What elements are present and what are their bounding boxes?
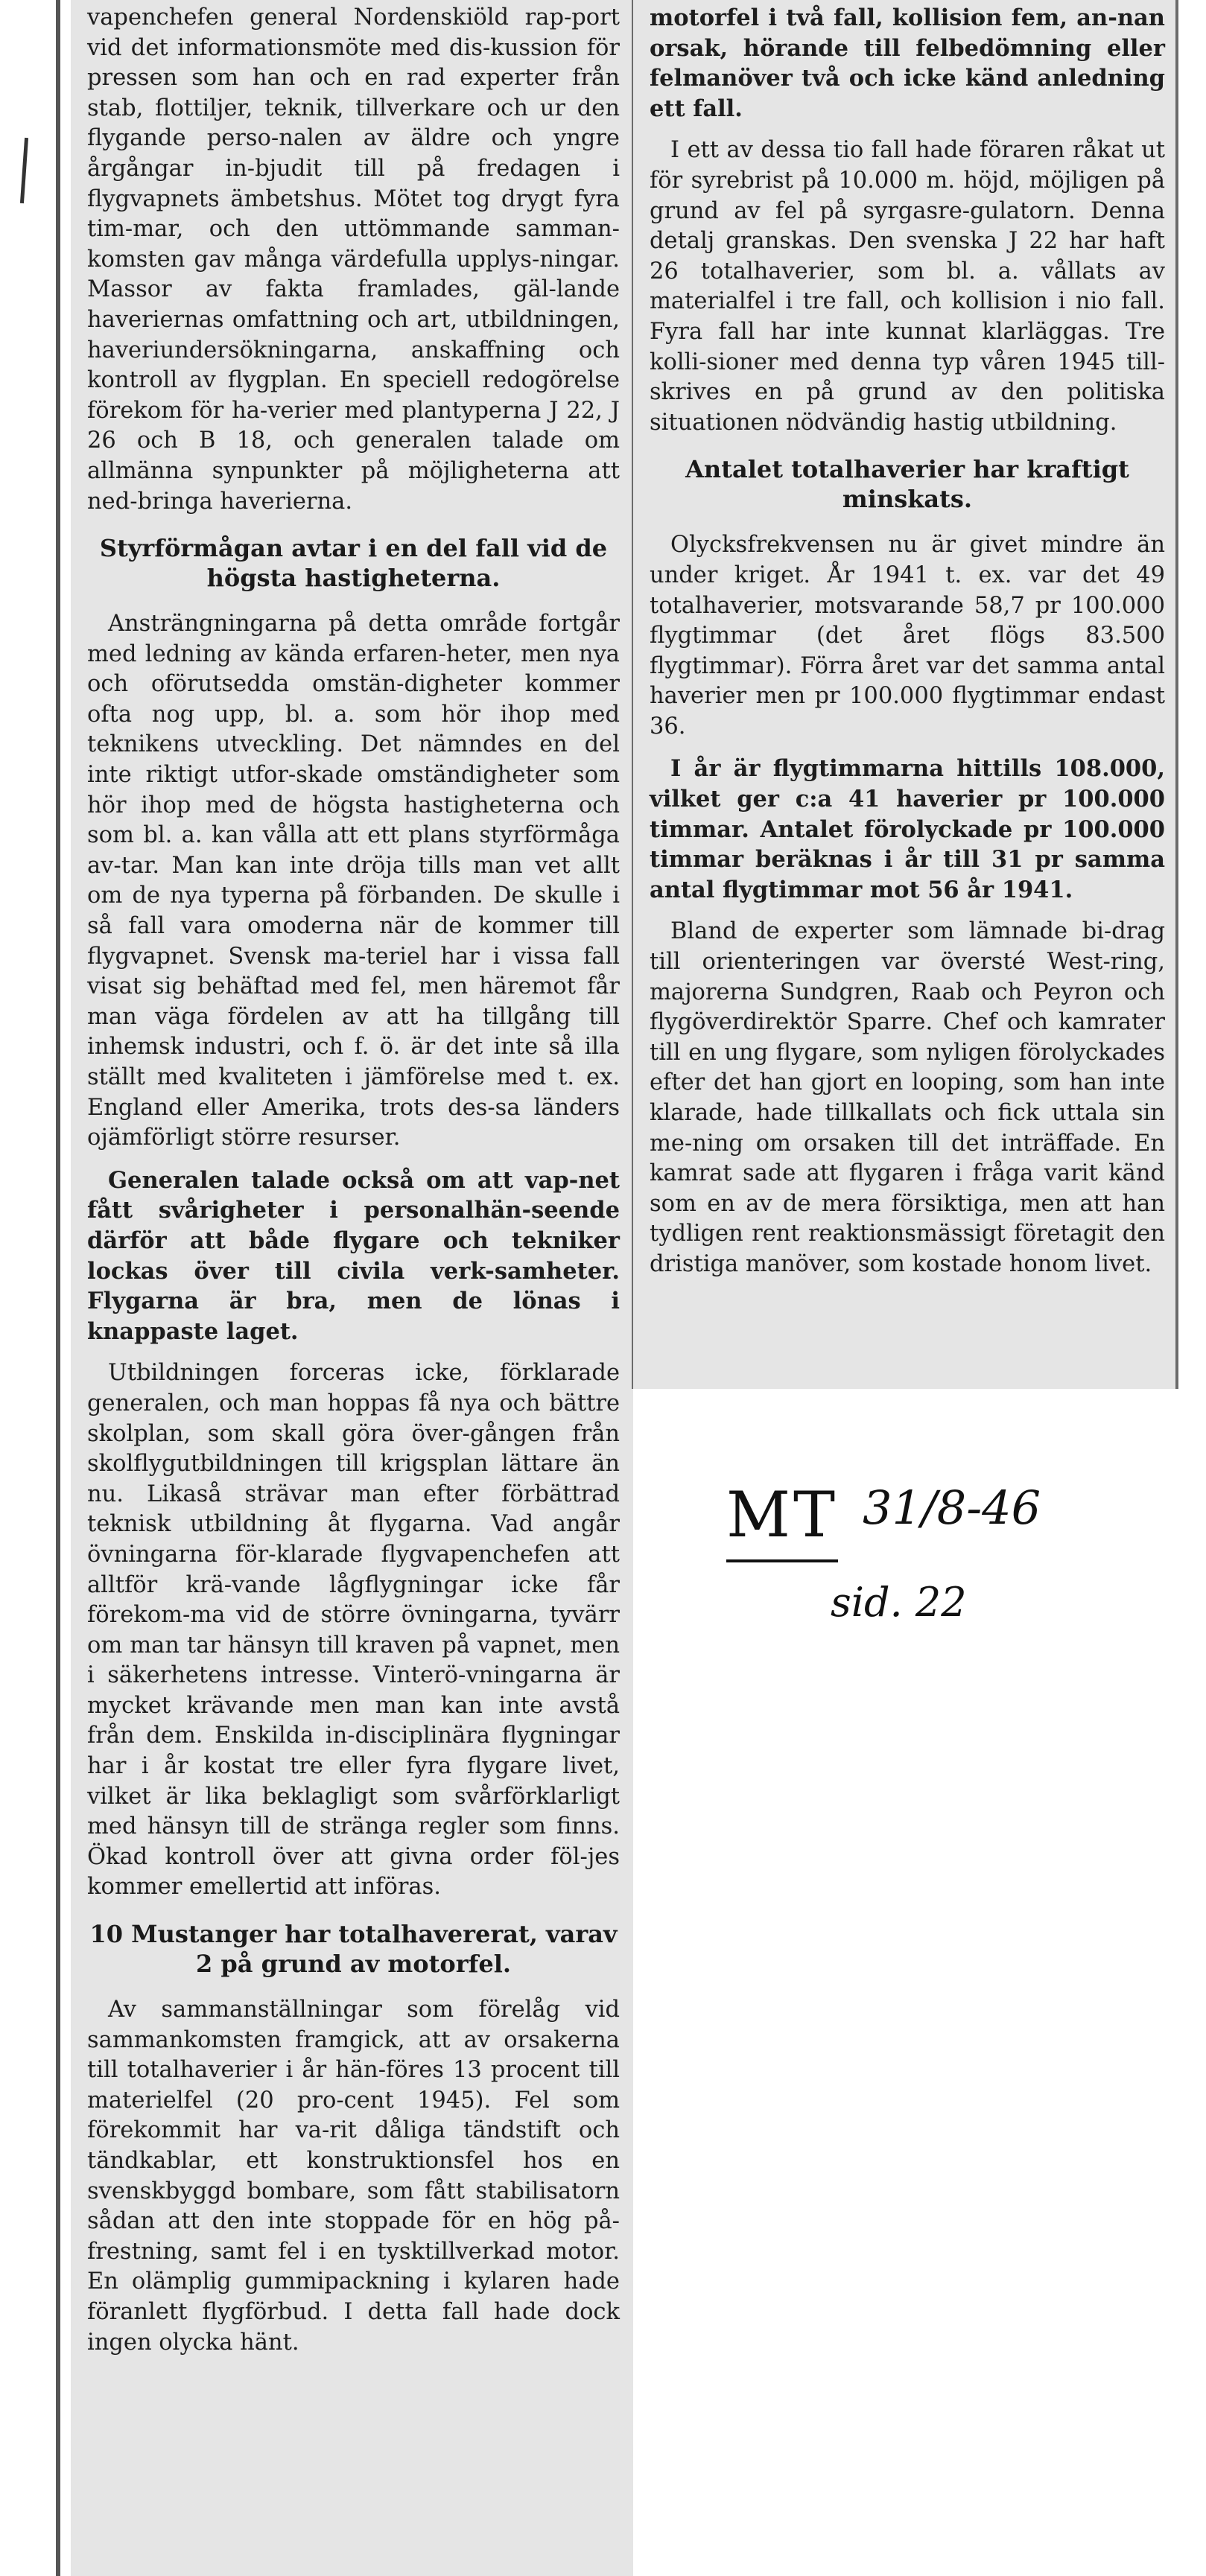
paragraph-material-faults: Av sammanställningar som förelåg vid sammankomsten framgick, att av orsakerna till totalhaverier i år hän-föres 13 procent till materielfel (20 pro-cent 1945). Fel som förekommit har va-rit dåliga tändstift och tändkablar, ett konstruktionsfel hos en svenskbyggd bombare, som fått stabilisatorn sådan att den inte stoppade för en hög på-frestning, samt fel i en tysktillverkad motor. En olämplig gummipackning i kylaren hade föranlett flygförbud. I detta fall hade dock ingen olycka hänt. (87, 1997, 620, 2356)
subheading-total-losses: Antalet totalhaverier har kraftigt minskats. (685, 455, 1129, 514)
paragraph-causes: motorfel i två fall, kollision fem, an-nan orsak, hörande till felbedömning eller felmanöver två och icke känd anledning ett fall. (650, 4, 1165, 122)
paragraph-j22: I ett av dessa tio fall hade föraren råkat ut för syrebrist på 10.000 m. höjd, möjligen på grund av fel på syrgasre-gulatorn. Denna detalj granskas. Den svenska J 22 har haft 26 totalhaverier, som bl. a. vållats av materialfel i tre fall, och kollision i nio fall. Fyra fall har inte kunnat klarläggas. Tre kolli-sioner med denna typ våren 1945 till-skrives en på grund av den politiska situationen nödvändig hastig utbildning. (650, 137, 1165, 436)
paragraph-intro: vapenchefen general Nordenskiöld rap-port vid det informationsmöte med dis-kussion för pressen som han och en rad experter från stab, flottiljer, teknik, tillverkare och ur den flygande perso-nalen av äldre och yngre årgångar in-bjudit till på fredagen i flygvapnets ämbetshus. Mötet tog drygt fyra tim-mar, och den uttömmande samman-komsten gav många värdefulla upplys-ningar. Massor av fakta framlades, gäl-lande haveriernas omfattning och art, utbildningen, haveriundersökningarna, anskaffning och kontroll av flygplan. En speciell redogörelse förekom för ha-verier med plantyperna J 22, J 26 och B 18, och generalen talade om allmänna synpunkter på möjligheterna att ned-bringa haverierna. (87, 4, 620, 515)
paragraph-experts: Bland de experter som lämnade bi-drag till orienteringen var översté West-ring, majorerna Sundgren, Raab och Peyron och flygöverdirektör Sparre. Chef och kamrater till en ung flygare, som nyligen förolyckades efter det han gjort en looping, som han inte klarade, hade tillkallats och fick uttala sin me-ning om orsaken till det inträffade. En kamrat sade att flygaren i fråga varit känd som en av de mera försiktiga, men att han tydligen rent reaktionsmässigt företagit den dristiga manöver, som kostade honom livet. (650, 918, 1165, 1277)
paragraph-personnel: Generalen talade också om att vap-net fått svårigheter i personalhän-seende därför att både flygare och tekniker lockas över till civila verk-samheter. Flygarna är bra, men de lönas i knappaste laget. (87, 1166, 620, 1345)
subheading-mustangs: 10 Mustanger har totalhavererat, varav 2 på grund av motorfel. (89, 1920, 618, 1979)
handwritten-page: sid. 22 (831, 1579, 967, 1626)
paragraph-steering: Ansträngningarna på detta område fortgår med ledning av kända erfaren-heter, men nya och oförutsedda omstän-digheter kommer ofta nog upp, bl. a. som hör ihop med teknikens utveckling. Det nämndes en del inte riktigt utfor-skade omständigheter som hör ihop med de högsta hastigheterna och som bl. a. kan vålla att ett plans styrförmåga av-tar. Man kan inte dröja tills man vet allt om de nya typerna på förbanden. De skulle i så fall vara omoderna när de kommer till flygvapnet. Svensk ma-teriel har i vissa fall visat sig behäftad med fel, men häremot får man väga fördelen av att ha tillgång till inhemsk industri, och f. ö. är det inte så illa ställt med kvaliteten i jämförelse med t. ex. England eller Amerika, trots des-sa länders ojämförligt större resurser. (87, 611, 620, 1151)
right-column-rule (1175, 0, 1178, 1389)
paragraph-frequency: Olycksfrekvensen nu är givet mindre än under kriget. År 1941 t. ex. var det 49 totalhaverier, motsvarande 58,7 pr 100.000 flygtimmar (det året flögs 83.500 flygtimmar). Förra året var det samma antal haverier men pr 100.000 flygtimmar endast 36. (650, 532, 1165, 740)
article-column-right (633, 0, 1177, 1389)
left-column-rule (56, 0, 60, 2576)
handwritten-underline (726, 1559, 838, 1562)
paragraph-training: Utbildningen forceras icke, förklarade generalen, och man hoppas få nya och bättre skolplan, som skall göra över-gången från skolflygutbildningen till krigsplan lättare än nu. Likaså strävar man efter förbättrad teknisk utbildning åt flygarna. Vad angår övningarna för-klarade flygvapenchefen att alltför krä-vande lågflygningar icke får förekom-ma vid de större övningarna, tyvärr om man tar hänsyn till kraven på vapnet, men i säkerhetens intresse. Vinterö-vningarna är mycket krävande men man kan inte avstå från dem. Enskilda in-disciplinära flygningar har i år kostat tre eller fyra flygare livet, vilket är lika beklagligt som svårförklarligt med hänsyn till de stränga regler som finns. Ökad kontroll över att givna order föl-jes kommer emellertid att införas. (87, 1360, 620, 1901)
paragraph-flight-hours: I år är flygtimmarna hittills 108.000, vilket ger c:a 41 haverier pr 100.000 timmar. Antalet förolyckade pr 100.000 timmar beräknas i år till 31 pr samma antal flygtimmar mot 56 år 1941. (650, 755, 1165, 903)
handwritten-date: 31/8-46 (863, 1481, 1041, 1535)
article-column-left (71, 0, 633, 2576)
subheading-steering: Styrförmågan avtar i en del fall vid de högsta hastigheterna. (99, 534, 608, 593)
margin-pen-mark (20, 138, 28, 203)
handwritten-source: MT (726, 1478, 839, 1551)
